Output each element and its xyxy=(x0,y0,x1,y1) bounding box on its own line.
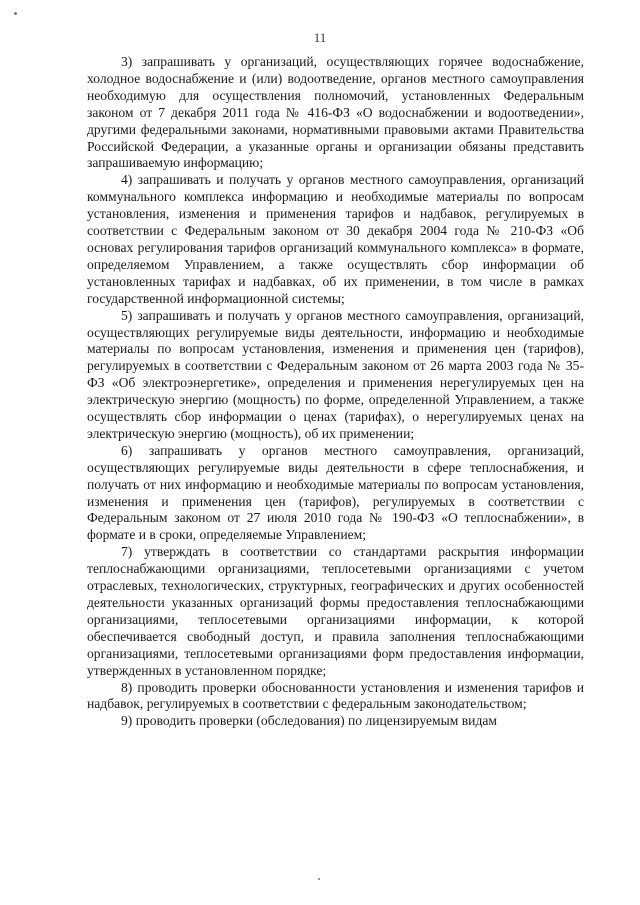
paragraph-item-5: 5) запрашивать и получать у органов местного самоуправления, организаций, осуществляющих регулируемые виды деятельности, информацию и необходимые материалы по вопросам установления, изменения и применения цен (тарифов), регулируемых в соответствии с Федеральным законом от 26 марта 2003 года № 35-ФЗ «Об электроэнергетике», определения и применения нерегулируемых цен на электрическую энергию (мощность) по форме, определенной Управлением, а также осуществлять сбор информации о ценах (тарифах), о нерегулируемых ценах на электрическую энергию (мощность), об их применении; xyxy=(87,307,584,441)
paragraph-item-3: 3) запрашивать у организаций, осуществляющих горячее водоснабжение, холодное водоснабжение и (или) водоотведение, органов местного самоуправления необходимую для осуществления полномочий, установленных Федеральным законом от 7 декабря 2011 года № 416-ФЗ «О водоснабжении и водоотведении», другими федеральными законами, нормативными правовыми актами Правительства Российской Федерации, а указанные органы и организации обязаны представить запрашиваемую информацию; xyxy=(87,54,584,171)
paragraph-item-8: 8) проводить проверки обоснованности установления и изменения тарифов и надбавок, регулируемых в соответствии с федеральным законодательством; xyxy=(87,679,584,712)
paragraph-item-9: 9) проводить проверки (обследования) по лицензируемым видам xyxy=(121,713,497,729)
paragraph-item-6: 6) запрашивать у органов местного самоуправления, организаций, осуществляющих регулируемые виды деятельности в сфере теплоснабжения, и получать от них информацию и необходимые материалы по вопросам установления, изменения и применения цен (тарифов), регулируемых в соответствии с Федеральным законом от 27 июля 2010 года № 190-ФЗ «О теплоснабжении», в формате и в сроки, определяемые Управлением; xyxy=(87,442,584,543)
document-body xyxy=(87,54,584,730)
scan-speck xyxy=(14,12,17,15)
page-number: 11 xyxy=(313,30,327,45)
scan-speck xyxy=(318,878,320,880)
paragraph-item-7: 7) утверждать в соответствии со стандартами раскрытия информации теплоснабжающими организациями, теплосетевыми организациями с учетом отраслевых, технологических, структурных, географических и других особенностей деятельности указанных организаций формы предоставления теплоснабжающими организациями, теплосетевыми организациями информации, к которой обеспечивается свободный доступ, и правила заполнения теплоснабжающими организациями, теплосетевыми организациями форм предоставления информации, утвержденных в установленном порядке; xyxy=(87,544,584,678)
paragraph-item-4: 4) запрашивать и получать у органов местного самоуправления, организаций коммунального комплекса информацию и необходимые материалы по вопросам установления, изменения и применения тарифов и надбавок, регулируемых в соответствии с Федеральным законом от 30 декабря 2004 года № 210-ФЗ «Об основах регулирования тарифов организаций коммунального комплекса» в формате, определяемом Управлением, а также осуществлять сбор информации об установленных тарифах и надбавках, об их применении, в том числе в рамках государственной информационной системы; xyxy=(87,172,584,306)
